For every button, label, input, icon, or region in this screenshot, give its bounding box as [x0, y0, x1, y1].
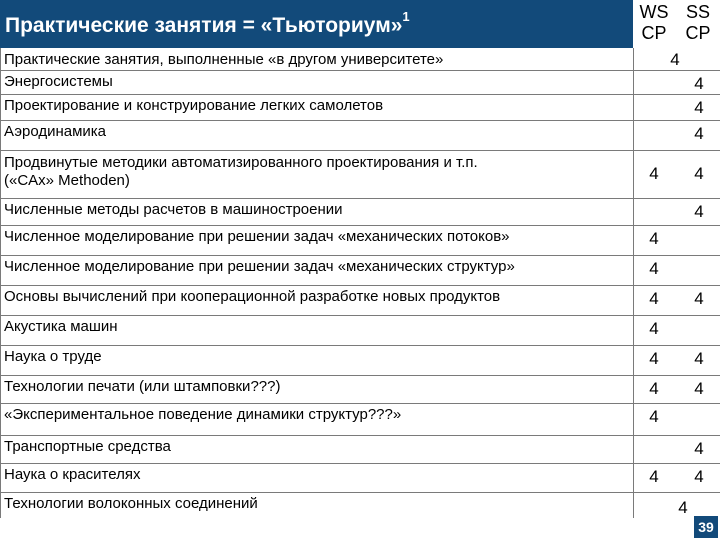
table-row [0, 48, 720, 71]
title-footnote-marker: 1 [402, 9, 410, 24]
ws-cp-value: 4 [649, 379, 659, 398]
course-name: Практические занятия, выполненные «в другом университете» [4, 51, 444, 68]
ss-cp-value: 4 [694, 289, 704, 308]
course-name: Технологии волоконных соединений [4, 495, 258, 512]
table-row [0, 403, 720, 436]
table-row [0, 315, 720, 346]
slide-title-text: Практические занятия = «Тьюториум» [5, 14, 403, 37]
table-row [0, 492, 720, 518]
table-row [0, 435, 720, 464]
table-row [0, 285, 720, 316]
course-name: Проектирование и конструирование легких самолетов [4, 97, 384, 114]
course-name: Технологии печати (или штамповки???) [4, 378, 281, 395]
column-header-ws-cp [633, 2, 675, 44]
ws-cp-value: 4 [649, 319, 659, 338]
course-name: Акустика машин [4, 318, 118, 335]
course-name: Основы вычислений при кооперационной разработке новых продуктов [4, 288, 501, 305]
ws-cp-value: 4 [649, 349, 659, 368]
course-name: Энергосистемы [4, 73, 113, 90]
table-row [0, 375, 720, 404]
column-header-ss-cp [677, 2, 719, 44]
column-header-ss: SS [685, 2, 710, 22]
combined-cp-value: 4 [678, 498, 688, 517]
combined-cp-value: 4 [670, 50, 680, 69]
course-name: Транспортные средства [4, 438, 171, 455]
ss-cp-value: 4 [694, 124, 704, 143]
course-name: Наука о труде [4, 348, 102, 365]
course-name: Численное моделирование при решении задач «механических структур» [4, 258, 515, 275]
table-row [0, 225, 720, 256]
table-row [0, 150, 720, 199]
ws-cp-value: 4 [649, 259, 659, 278]
column-header-cp: CP [641, 23, 667, 43]
title-bar [0, 0, 633, 48]
column-header-cp: CP [685, 23, 711, 43]
slide-title [5, 9, 410, 38]
table-row [0, 198, 720, 226]
course-name: Аэродинамика [4, 123, 107, 140]
table-row [0, 255, 720, 286]
ss-cp-value: 4 [694, 379, 704, 398]
page-number: 39 [694, 516, 718, 538]
ss-cp-value: 4 [694, 349, 704, 368]
ss-cp-value: 4 [694, 467, 704, 486]
course-name: Численные методы расчетов в машиностроении [4, 201, 343, 218]
course-name: Наука о красителях [4, 466, 141, 483]
table-row [0, 463, 720, 493]
column-header-ws: WS [639, 2, 669, 22]
ss-cp-value: 4 [694, 202, 704, 221]
ss-cp-value: 4 [694, 74, 704, 93]
table-row [0, 120, 720, 151]
table-row [0, 94, 720, 121]
course-name: Продвинутые методики автоматизированного проектирования и т.п. («CAx» Methoden) [4, 154, 478, 189]
ws-cp-value: 4 [649, 407, 659, 426]
ws-cp-value: 4 [649, 467, 659, 486]
table-row [0, 70, 720, 95]
ws-cp-value: 4 [649, 164, 659, 183]
course-name: «Экспериментальное поведение динамики структур???» [4, 406, 402, 423]
ws-cp-value: 4 [649, 289, 659, 308]
table-row [0, 345, 720, 376]
ss-cp-value: 4 [694, 439, 704, 458]
ss-cp-value: 4 [694, 98, 704, 117]
ws-cp-value: 4 [649, 229, 659, 248]
course-name: Численное моделирование при решении задач «механических потоков» [4, 228, 510, 245]
ss-cp-value: 4 [694, 164, 704, 183]
